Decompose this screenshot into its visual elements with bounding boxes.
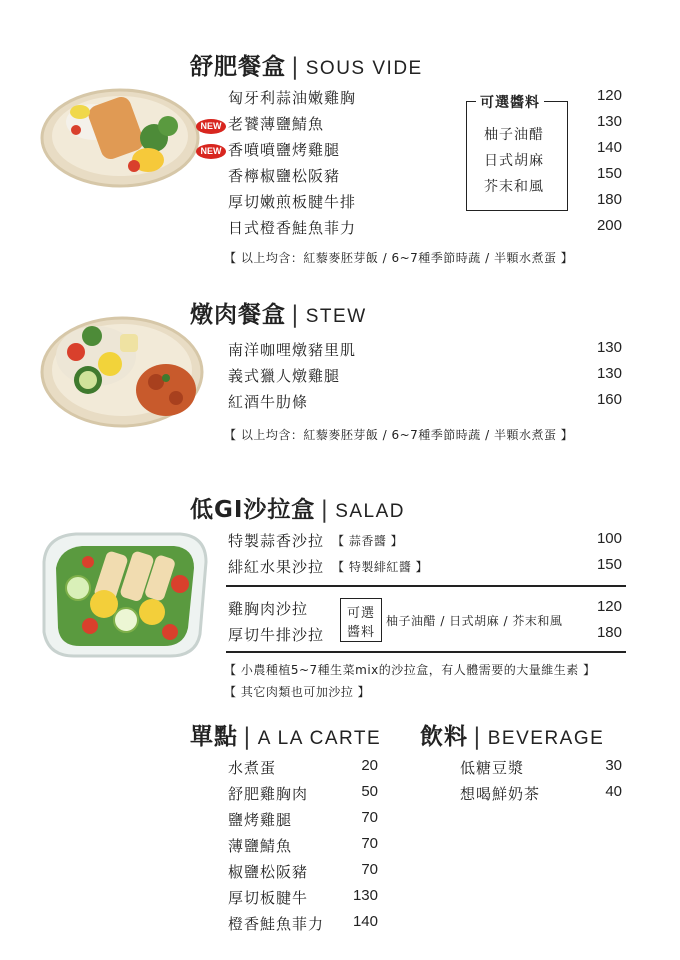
- menu-item-price: 70: [361, 861, 378, 878]
- a-la-carte-title: [190, 718, 381, 751]
- menu-item-name: 老饕薄鹽鯖魚: [228, 115, 325, 133]
- menu-item-price: 140: [596, 139, 622, 156]
- menu-item-price: 100: [596, 530, 622, 547]
- sous-vide-title: [190, 48, 423, 81]
- stew-title-zh: 燉肉餐盒: [190, 302, 286, 328]
- title-divider: |: [320, 497, 330, 523]
- sauce-options-title: 可選醬料: [476, 92, 544, 112]
- menu-item-name: 低糖豆漿: [460, 759, 525, 777]
- menu-item-name: 義式獵人燉雞腿: [228, 367, 341, 385]
- menu-item-price: 130: [596, 365, 622, 382]
- menu-item-price: 160: [596, 391, 622, 408]
- menu-item-name: 厚切嫩煎板腱牛排: [228, 193, 357, 211]
- title-divider: |: [243, 724, 252, 750]
- salad-title-zh: 低GI沙拉盒: [190, 497, 316, 523]
- sauce-option: 柚子油醋: [484, 127, 544, 143]
- menu-item-price: 140: [352, 913, 378, 930]
- menu-item-name: 薄鹽鯖魚: [228, 837, 293, 855]
- menu-item-price: 70: [361, 835, 378, 852]
- menu-item-price: 130: [596, 339, 622, 356]
- menu-item-price: 40: [605, 783, 622, 800]
- menu-item-name: 雞胸肉沙拉: [228, 600, 309, 618]
- menu-item-name: 緋紅水果沙拉: [228, 558, 325, 576]
- menu-item-price: 70: [361, 809, 378, 826]
- menu-item-name: 厚切牛排沙拉: [228, 626, 325, 644]
- menu-item-price: 180: [596, 624, 622, 641]
- salad-box-image: [30, 522, 210, 662]
- menu-item-name: 想喝鮮奶茶: [460, 785, 541, 803]
- menu-item-name: 匈牙利蒜油嫩雞胸: [228, 89, 357, 107]
- menu-item-name: 橙香鮭魚菲力: [228, 915, 325, 933]
- sauce-tag: 【 特製緋紅醬 】: [332, 560, 429, 574]
- a-la-carte-title-en: A LA CARTE: [257, 728, 382, 749]
- beverage-title: [420, 718, 604, 751]
- menu-item-name: 鹽烤雞腿: [228, 811, 293, 829]
- menu-item-price: 120: [596, 87, 622, 104]
- new-badge: NEW: [196, 119, 226, 134]
- menu-item-price: 20: [361, 757, 378, 774]
- section-note: 【 其它肉類也可加沙拉 】: [224, 685, 371, 699]
- menu-item-name: 舒肥雞胸肉: [228, 785, 309, 803]
- sous-vide-title-zh: 舒肥餐盒: [190, 54, 286, 80]
- salad-title-en: SALAD: [335, 501, 405, 522]
- menu-item-price: 30: [605, 757, 622, 774]
- menu-item-name: 厚切板腱牛: [228, 889, 309, 907]
- menu-item-price: 50: [361, 783, 378, 800]
- beverage-title-zh: 飲料: [420, 724, 468, 750]
- section-divider: [226, 651, 626, 653]
- sauce-choice-line: 醬料: [346, 625, 375, 640]
- menu-item-price: 130: [352, 887, 378, 904]
- new-badge: NEW: [196, 144, 226, 159]
- menu-item-price: 120: [596, 598, 622, 615]
- beverage-title-en: BEVERAGE: [487, 728, 605, 749]
- menu-item-name: 日式橙香鮭魚菲力: [228, 219, 357, 237]
- menu-item-name: 水煮蛋: [228, 759, 277, 777]
- section-note: 【 以上均含：紅藜麥胚芽飯 / 6~7種季節時蔬 / 半顆水煮蛋 】: [224, 251, 574, 265]
- title-divider: |: [291, 302, 300, 328]
- menu-item-name: 椒鹽松阪豬: [228, 863, 309, 881]
- menu-item-name: 特製蒜香沙拉: [228, 532, 325, 550]
- salad-title: [190, 491, 405, 524]
- sauce-tag: 【 蒜香醬 】: [332, 534, 404, 548]
- sauce-option: 日式胡麻: [484, 153, 544, 169]
- menu-item-price: 150: [596, 165, 622, 182]
- sous-vide-title-en: SOUS VIDE: [305, 58, 423, 79]
- menu-item-name: 香檸椒鹽松阪豬: [228, 167, 341, 185]
- menu-item-name: 香噴噴鹽烤雞腿: [228, 141, 341, 159]
- section-divider: [226, 585, 626, 587]
- sauce-options: 柚子油醋 / 日式胡麻 / 芥末和風: [386, 614, 563, 628]
- a-la-carte-title-zh: 單點: [190, 724, 238, 750]
- stew-title: [190, 296, 367, 329]
- title-divider: |: [291, 54, 300, 80]
- menu-item-name: 南洋咖哩燉豬里肌: [228, 341, 357, 359]
- menu-item-price: 130: [596, 113, 622, 130]
- section-note: 【 以上均含：紅藜麥胚芽飯 / 6~7種季節時蔬 / 半顆水煮蛋 】: [224, 428, 574, 442]
- menu-item-price: 200: [596, 217, 622, 234]
- menu-item-name: 紅酒牛肋條: [228, 393, 309, 411]
- title-divider: |: [473, 724, 482, 750]
- menu-item-price: 180: [596, 191, 622, 208]
- sauce-choice-box: [340, 598, 382, 642]
- stew-title-en: STEW: [305, 306, 367, 327]
- menu-item-price: 150: [596, 556, 622, 573]
- stew-bento-image: [36, 308, 208, 434]
- sous-vide-bento-image: [36, 78, 204, 194]
- sauce-option: 芥末和風: [484, 179, 544, 195]
- section-note: 【 小農種植5~7種生菜mix的沙拉盒，有人體需要的大量維生素 】: [224, 663, 596, 677]
- sauce-choice-line: 可選: [346, 606, 375, 621]
